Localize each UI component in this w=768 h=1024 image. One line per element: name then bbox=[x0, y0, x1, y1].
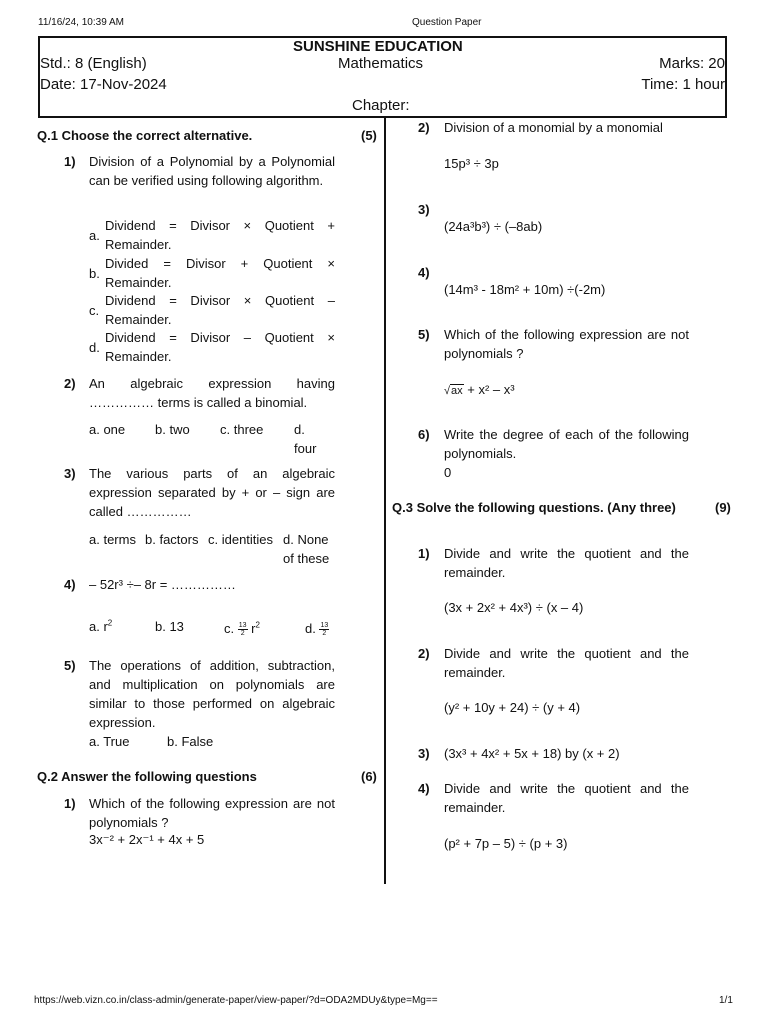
q2-item-expr: (14m³ - 18m² + 10m) ÷(-2m) bbox=[444, 282, 606, 297]
q3-item-expr: (3x + 2x² + 4x³) ÷ (x – 4) bbox=[444, 600, 584, 615]
option: c. identities bbox=[208, 532, 274, 547]
option: d. $\frac{13}{2}$ bbox=[305, 621, 329, 638]
fraction: $\frac{13}{2}$ bbox=[238, 622, 247, 638]
q1-item-text: – 52r³ ÷– 8r = …………… bbox=[89, 577, 236, 592]
q1-item-text: The operations of addition, subtraction, and multiplication on polynomials are similar to those performed on algebraic expression. bbox=[89, 658, 335, 730]
option: b. False bbox=[167, 734, 214, 749]
option: b. factors bbox=[145, 532, 199, 547]
q2-item-text: Which of the following expression are not polynomials ? bbox=[89, 796, 335, 830]
q2-item-expr: √ax + x² – x³ bbox=[444, 380, 515, 401]
q1-marks: (5) bbox=[361, 128, 377, 143]
option: c. $\frac{13}{2}$ $r^2$ bbox=[224, 620, 260, 638]
option: b. two bbox=[155, 422, 190, 437]
q2-heading: Q.2 Answer the following questions bbox=[37, 769, 257, 784]
option-text: Divided = Divisor + Quotient × Remainder. bbox=[105, 256, 335, 290]
option: four bbox=[294, 441, 317, 456]
q2-item-number: 3) bbox=[418, 202, 430, 217]
time-label: Time: 1 hour bbox=[641, 76, 725, 93]
q1-item-number: 2) bbox=[64, 376, 76, 391]
print-datetime: 11/16/24, 10:39 AM bbox=[38, 17, 124, 28]
q1-heading: Q.1 Choose the correct alternative. bbox=[37, 128, 253, 143]
q3-item-number: 1) bbox=[418, 546, 430, 561]
option: a. one bbox=[89, 422, 126, 437]
option-label: a. bbox=[89, 228, 100, 243]
sqrt-symbol: √ax bbox=[444, 385, 463, 397]
option: a. True bbox=[89, 734, 130, 749]
q1-item-text: An algebraic expression having …………… terms is called a binomial. bbox=[89, 376, 335, 410]
option: of these bbox=[283, 551, 330, 566]
option-text: Dividend = Divisor – Quotient × Remainder. bbox=[105, 330, 335, 364]
q2-item-number: 2) bbox=[418, 120, 430, 135]
subject-label: Mathematics bbox=[338, 55, 424, 72]
q2-item-expr: 0 bbox=[444, 465, 452, 480]
q2-item-text: Which of the following expression are not polynomials ? bbox=[444, 327, 689, 361]
option: d. None bbox=[283, 532, 329, 547]
q3-item-text: Divide and write the quotient and the remainder. bbox=[444, 546, 689, 580]
print-title: Question Paper bbox=[412, 17, 482, 28]
chapter-label: Chapter: bbox=[352, 97, 410, 114]
q2-item-text: Write the degree of each of the following polynomials. bbox=[444, 427, 689, 461]
marks-label: Marks: 20 bbox=[659, 55, 725, 72]
date-label: Date: 17-Nov-2024 bbox=[40, 76, 167, 93]
q1-item-text: Division of a Polynomial by a Polynomial can be verified using following algorithm. bbox=[89, 154, 335, 188]
q3-item-text: (3x³ + 4x² + 5x + 18) by (x + 2) bbox=[444, 746, 620, 761]
q1-item-number: 4) bbox=[64, 577, 76, 592]
q2-item-text: Division of a monomial by a monomial bbox=[444, 120, 663, 135]
option: b. 13 bbox=[155, 619, 184, 634]
school-name: SUNSHINE EDUCATION bbox=[293, 38, 463, 55]
q3-item-text: Divide and write the quotient and the remainder. bbox=[444, 781, 689, 815]
fraction: $\frac{13}{2}$ bbox=[320, 622, 329, 638]
option: a. terms bbox=[89, 532, 136, 547]
option-label: d. bbox=[89, 340, 100, 355]
option: d. bbox=[294, 422, 305, 437]
print-url: https://web.vizn.co.in/class-admin/generate-paper/view-paper/?d=ODA2MDUy&type=Mg== bbox=[34, 995, 438, 1006]
q2-item-expr: 3x⁻² + 2x⁻¹ + 4x + 5 bbox=[89, 832, 205, 847]
q3-item-number: 3) bbox=[418, 746, 430, 761]
q1-item-text: The various parts of an algebraic expression separated by + or – sign are called …………… bbox=[89, 466, 335, 519]
option-label: b. bbox=[89, 266, 100, 281]
q1-item-number: 3) bbox=[64, 466, 76, 481]
q2-item-number: 4) bbox=[418, 265, 430, 280]
q1-item-number: 5) bbox=[64, 658, 76, 673]
option-text: Dividend = Divisor × Quotient – Remainder. bbox=[105, 293, 335, 327]
option: c. three bbox=[220, 422, 264, 437]
q2-item-expr: (24a³b³) ÷ (–8ab) bbox=[444, 219, 543, 234]
q3-item-expr: (p² + 7p – 5) ÷ (p + 3) bbox=[444, 836, 568, 851]
q3-marks: (9) bbox=[715, 500, 731, 515]
q2-item-number: 5) bbox=[418, 327, 430, 342]
q2-item-number: 6) bbox=[418, 427, 430, 442]
q1-item-number: 1) bbox=[64, 154, 76, 169]
option-text: Dividend = Divisor × Quotient + Remainder. bbox=[105, 218, 335, 252]
q2-item-expr: 15p³ ÷ 3p bbox=[444, 156, 499, 171]
option: a. $r^2$ bbox=[89, 618, 113, 634]
q2-item-number: 1) bbox=[64, 796, 76, 811]
std-label: Std.: 8 (English) bbox=[40, 55, 147, 72]
option-label: c. bbox=[89, 303, 100, 318]
q2-marks: (6) bbox=[361, 769, 377, 784]
q3-item-text: Divide and write the quotient and the remainder. bbox=[444, 646, 689, 680]
q3-item-number: 4) bbox=[418, 781, 430, 796]
print-page-number: 1/1 bbox=[719, 995, 733, 1006]
q3-item-number: 2) bbox=[418, 646, 430, 661]
right-column bbox=[384, 0, 768, 1024]
q3-item-expr: (y² + 10y + 24) ÷ (y + 4) bbox=[444, 700, 581, 715]
q3-heading: Q.3 Solve the following questions. (Any three) bbox=[392, 500, 676, 515]
